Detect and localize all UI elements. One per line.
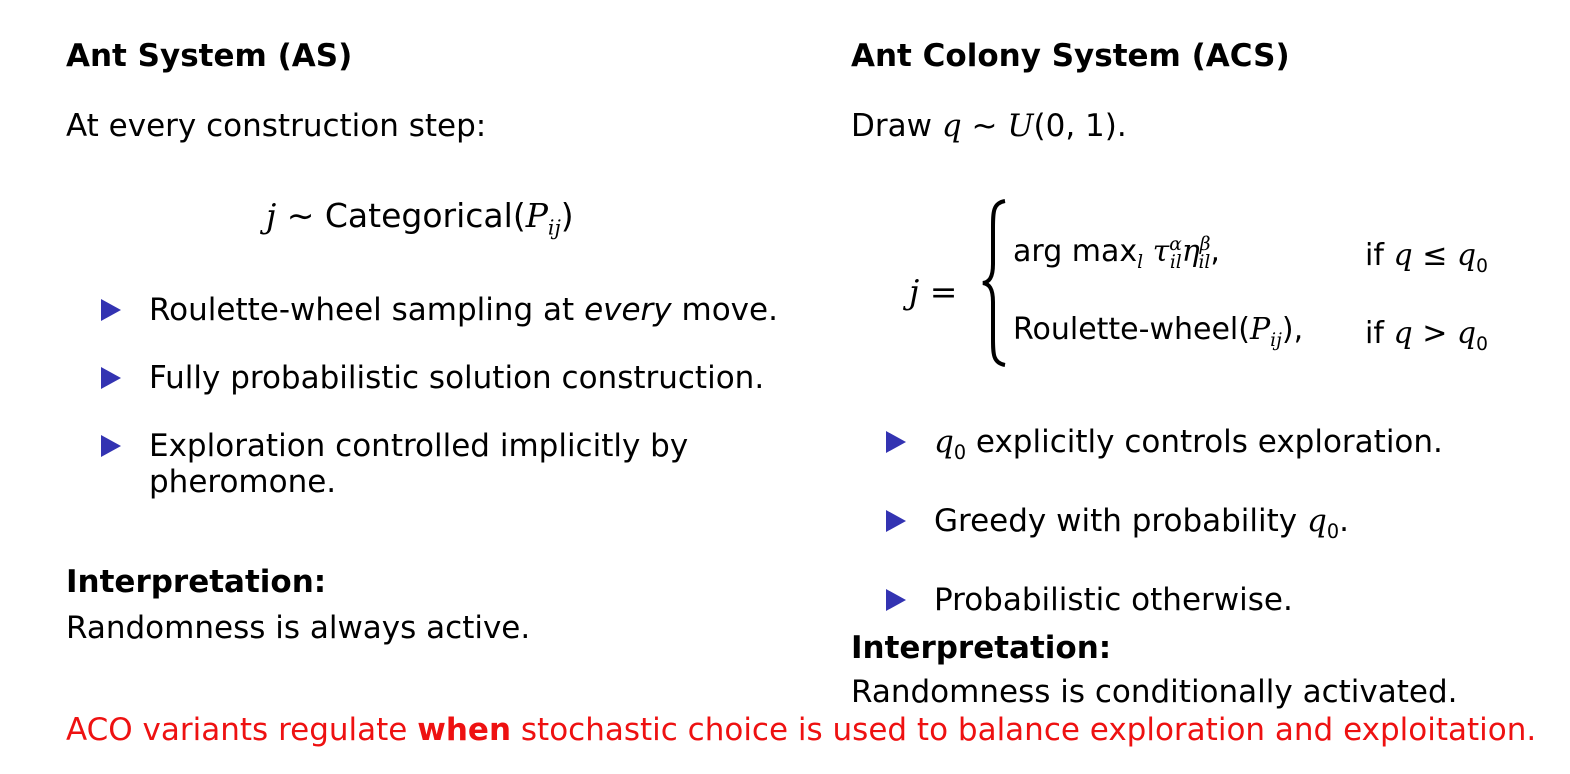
eq-lhs [909, 272, 957, 311]
acs-piecewise-equation [909, 196, 1529, 376]
eta-sup: β [1199, 234, 1211, 255]
intro-rel: ∼ [961, 108, 1008, 144]
conclusion-text-tail: stochastic choice is used to balance exploration and exploitation. [511, 712, 1537, 748]
bullet-text: Greedy with probability [934, 503, 1307, 540]
right-heading: Ant Colony System (ACS) [851, 38, 1290, 74]
categorical-equation: j ∼ $Categorical(P_{ij})$ [266, 196, 574, 240]
roulette-arg: P [1249, 312, 1271, 347]
right-interpretation-text: Randomness is conditionally activated. [851, 674, 1458, 710]
case1-comma: , [1210, 234, 1220, 269]
bullet-text: explicitly controls exploration. [966, 424, 1443, 460]
bullet-text: Roulette-wheel sampling at [149, 292, 585, 328]
conclusion-emphasis: when [417, 712, 512, 748]
bullet-text: Fully probabilistic solution construction. [149, 360, 765, 396]
list-item [851, 424, 1563, 471]
case-greedy-condition [1365, 238, 1488, 277]
intro-dist: U [1007, 108, 1034, 144]
bullet-var: q [934, 424, 954, 460]
left-intro: At every construction step: [66, 108, 487, 144]
cond-rhs: q [1456, 238, 1477, 273]
left-brace-icon [981, 198, 1011, 368]
roulette-close: ), [1281, 312, 1304, 347]
bullet-text-tail: . [1339, 503, 1349, 540]
bullet-triangle-icon [886, 510, 906, 532]
cond-rel: > [1412, 316, 1457, 351]
left-heading: Ant System (AS) [66, 38, 353, 74]
case-roulette-condition [1365, 316, 1488, 355]
bullet-text: Exploration controlled implicitly by pheromone. [149, 428, 689, 500]
bullet-text: Probabilistic otherwise. [934, 582, 1293, 619]
eq-lhs-text: j = [909, 272, 958, 311]
bullet-triangle-icon [101, 435, 121, 457]
cond-rhs: q [1456, 316, 1477, 351]
bullet-triangle-icon [101, 367, 121, 389]
bullet-triangle-icon [101, 299, 121, 321]
tau-sup: α [1169, 234, 1182, 255]
list-item [66, 360, 806, 396]
bullet-triangle-icon [886, 589, 906, 611]
bullet-emph: every [584, 292, 672, 328]
eq-rel: ∼ [286, 196, 315, 235]
right-interpretation-label: Interpretation: [851, 630, 1112, 666]
conclusion-statement [66, 712, 1536, 748]
eta-sub: il [1198, 252, 1211, 273]
argmax-sub: l [1137, 252, 1144, 273]
eta-symbol: η [1181, 234, 1200, 269]
eq-arg-sub: ij [547, 215, 561, 240]
cond-rhs-sub: 0 [1476, 334, 1488, 355]
tau-symbol: τ [1152, 234, 1170, 269]
eq-fn: Categorical [324, 196, 513, 235]
bullet-var-sub: 0 [953, 441, 967, 465]
bullet-text-tail: move. [671, 292, 778, 328]
eq-arg: P [525, 196, 548, 235]
bullet-triangle-icon [886, 431, 906, 453]
tau-sub: il [1169, 252, 1182, 273]
cond-rel: ≤ [1412, 238, 1457, 273]
argmax-op: arg max [1013, 234, 1138, 269]
intro-word: Draw [851, 108, 942, 144]
right-bullet-list [851, 424, 1563, 618]
roulette-fn: Roulette-wheel( [1013, 312, 1250, 347]
case-greedy [1013, 234, 1220, 273]
case-roulette [1013, 312, 1303, 351]
list-item [66, 428, 709, 500]
cond-var: q [1393, 316, 1413, 351]
roulette-arg-sub: ij [1270, 330, 1282, 351]
cond-if: if [1365, 316, 1394, 351]
right-intro [851, 108, 1127, 144]
list-item [66, 292, 806, 328]
bullet-var-sub: 0 [1326, 520, 1340, 544]
left-interpretation-text: Randomness is always active. [66, 610, 531, 646]
list-item [851, 503, 1563, 550]
bullet-var: q [1306, 503, 1327, 540]
left-bullet-list [66, 292, 806, 500]
intro-var: q [941, 108, 962, 144]
cond-var: q [1393, 238, 1413, 273]
conclusion-text: ACO variants regulate [66, 712, 418, 748]
cond-if: if [1365, 238, 1394, 273]
cond-rhs-sub: 0 [1476, 256, 1488, 277]
eq-lhs-j: j [266, 196, 277, 235]
list-item [851, 582, 1563, 618]
intro-args: (0, 1). [1033, 108, 1127, 144]
left-interpretation-label: Interpretation: [66, 564, 327, 600]
